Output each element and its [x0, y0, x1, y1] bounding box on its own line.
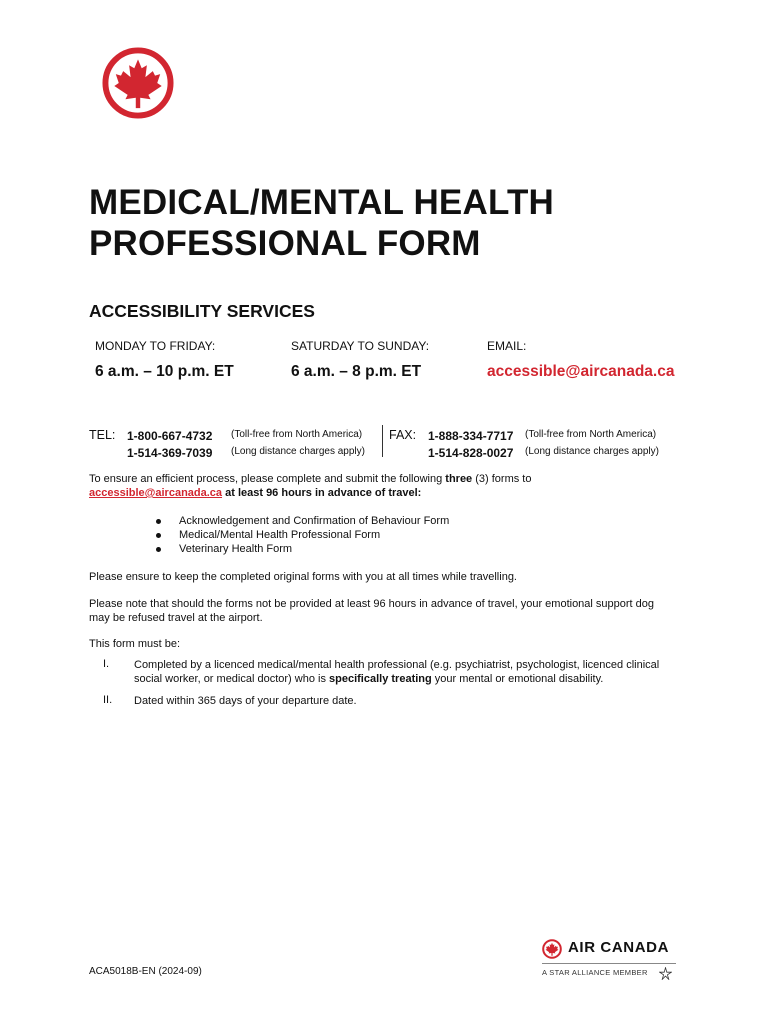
form-list-item: Veterinary Health Form [179, 543, 293, 555]
bullet-dot [156, 533, 161, 538]
fax-note-2: (Long distance charges apply) [525, 446, 659, 457]
weekend-hours: 6 a.m. – 8 p.m. ET [291, 363, 422, 380]
tel-number-1[interactable]: 1-800-667-4732 [127, 429, 213, 443]
section-title: ACCESSIBILITY SERVICES [89, 301, 315, 321]
tel-note-2: (Long distance charges apply) [231, 446, 365, 457]
requirement-2-line1: Dated within 365 days of your departure date. [134, 695, 357, 707]
refusal-note-line2: may be refused travel at the airport. [89, 612, 263, 624]
page-title-line2: PROFESSIONAL FORM [89, 224, 481, 263]
brand-name: AIR CANADA [568, 939, 669, 956]
fax-number-1[interactable]: 1-888-334-7717 [428, 429, 514, 443]
bullet-dot [156, 519, 161, 524]
weekday-label: MONDAY TO FRIDAY: [95, 339, 216, 353]
intro-email-link[interactable]: accessible@aircanada.ca [89, 487, 223, 499]
fax-label: FAX: [389, 428, 417, 442]
page-title-line1: MEDICAL/MENTAL HEALTH [89, 183, 554, 222]
air-canada-logo-icon [101, 46, 175, 120]
weekend-label: SATURDAY TO SUNDAY: [291, 339, 430, 353]
tel-label: TEL: [89, 428, 116, 442]
brand-divider [542, 963, 676, 964]
email-label: EMAIL: [487, 339, 527, 353]
fax-number-2[interactable]: 1-514-828-0027 [428, 446, 514, 460]
intro-line2: accessible@aircanada.ca at least 96 hours in advance of travel: [89, 487, 422, 499]
form-code: ACA5018B-EN (2024-09) [89, 966, 202, 977]
tel-number-2[interactable]: 1-514-369-7039 [127, 446, 213, 460]
air-canada-brand [542, 939, 678, 983]
brand-tagline: A STAR ALLIANCE MEMBER [542, 968, 648, 977]
requirements-heading: This form must be: [89, 638, 181, 650]
small-maple-leaf-icon [542, 939, 562, 959]
fax-note-1: (Toll-free from North America) [525, 429, 657, 440]
bullet-dot [156, 547, 161, 552]
form-list-item: Acknowledgement and Confirmation of Behaviour Form [179, 515, 450, 527]
weekday-hours: 6 a.m. – 10 p.m. ET [95, 363, 234, 380]
star-alliance-icon [659, 967, 672, 980]
requirement-numeral: II. [103, 694, 113, 706]
intro-line1: To ensure an efficient process, please complete and submit the following three (3) forms to [89, 473, 532, 485]
tel-note-1: (Toll-free from North America) [231, 429, 363, 440]
keep-forms-note: Please ensure to keep the completed original forms with you at all times while travelling. [89, 571, 517, 583]
email-link[interactable]: accessible@aircanada.ca [487, 363, 675, 380]
form-list-item: Medical/Mental Health Professional Form [179, 529, 381, 541]
requirement-1-line1: Completed by a licenced medical/mental health professional (e.g. psychiatrist, psychologist, licenced clinical [134, 659, 660, 671]
refusal-note-line1: Please note that should the forms not be provided at least 96 hours in advance of travel, your emotional support dog [89, 598, 655, 610]
requirement-1-line2: social worker, or medical doctor) who is specifically treating your mental or emotional disability. [134, 673, 604, 685]
contact-divider [382, 425, 383, 457]
requirement-numeral: I. [103, 658, 110, 670]
